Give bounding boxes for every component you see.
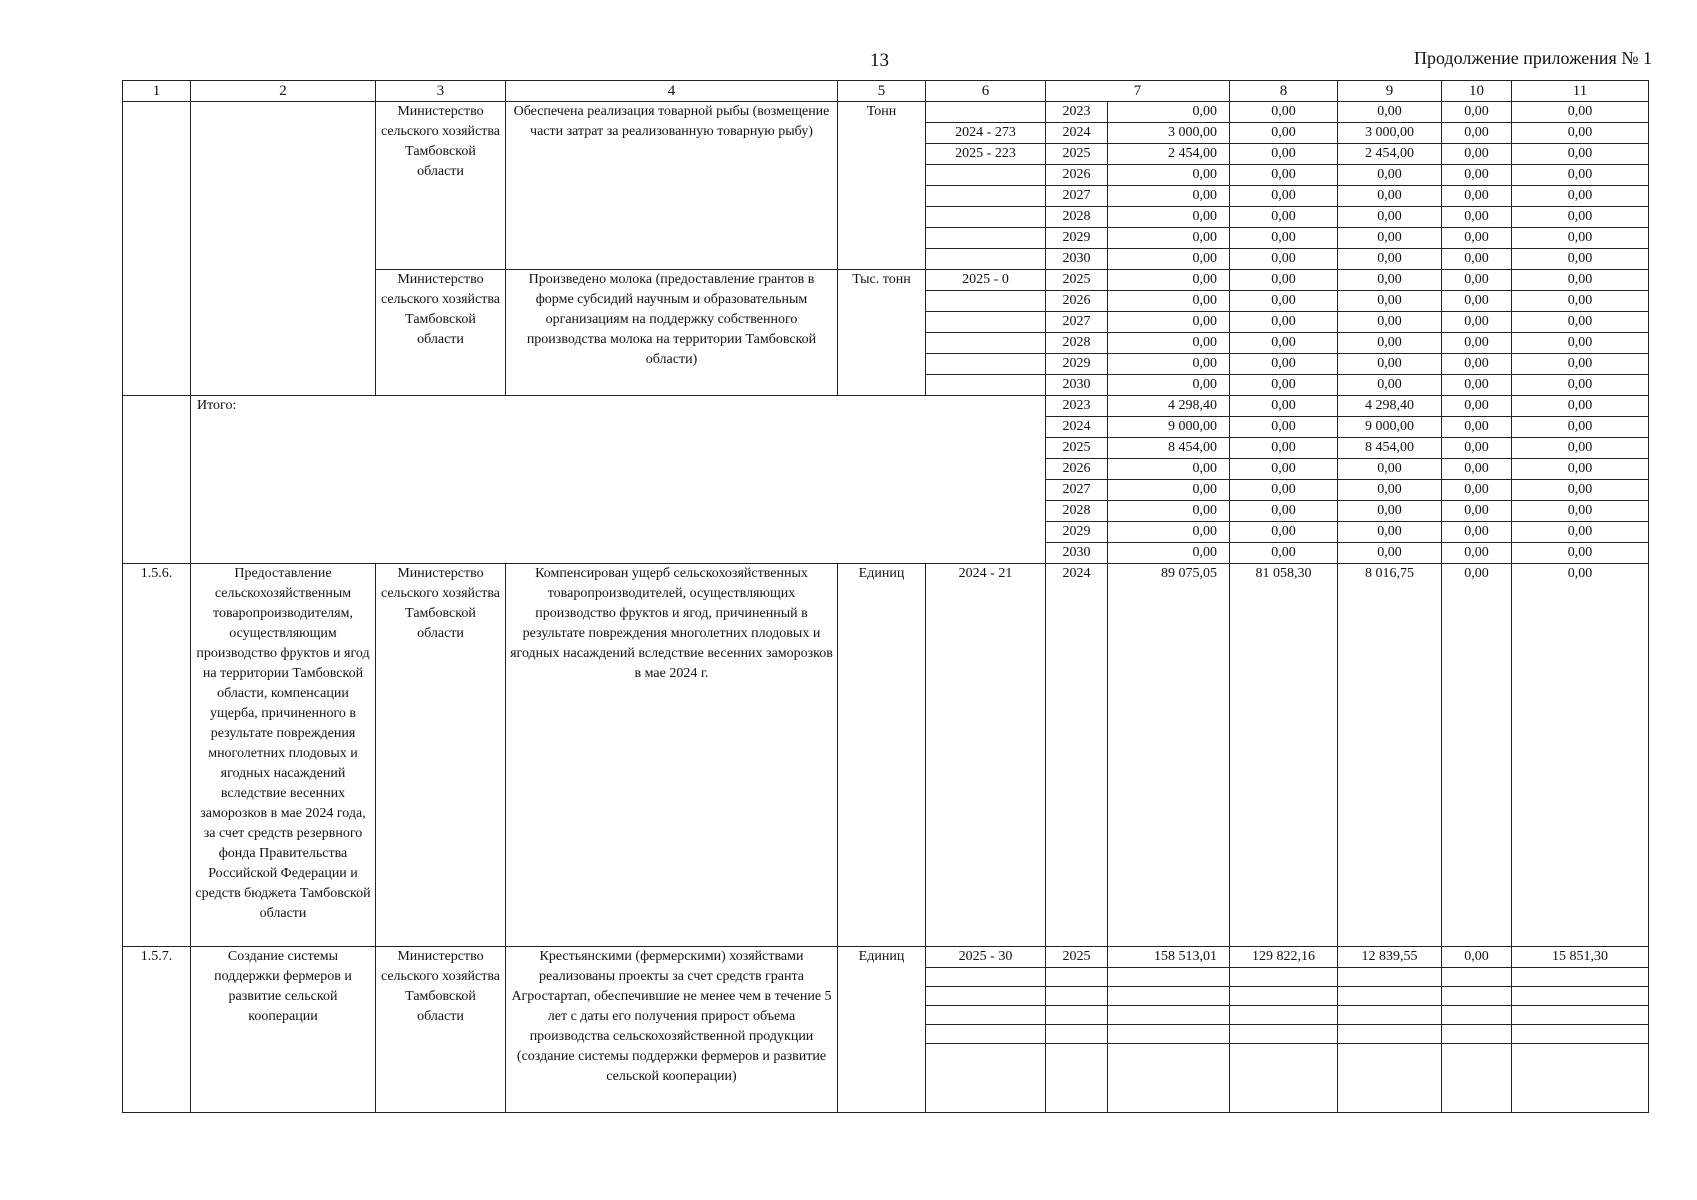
year-cell: 2028 (1046, 207, 1108, 228)
target-cell: 2025 - 223 (926, 144, 1046, 165)
empty-cell (926, 968, 1046, 987)
milk-unit: Тыс. тонн (838, 270, 926, 396)
local-cell: 0,00 (1442, 333, 1512, 354)
empty-cell (926, 1006, 1046, 1025)
total-cell: 0,00 (1108, 522, 1230, 543)
col-11-header: 11 (1512, 81, 1649, 102)
empty-cell (1230, 1044, 1338, 1113)
local-cell: 0,00 (1442, 480, 1512, 501)
regional-cell: 0,00 (1338, 354, 1442, 375)
total-cell: 0,00 (1108, 249, 1230, 270)
total-cell: 0,00 (1108, 480, 1230, 501)
ministry-cell: Министерство сельского хозяйства Тамбовской области (376, 564, 506, 947)
table-row (123, 564, 1649, 947)
total-cell: 0,00 (1108, 186, 1230, 207)
year-cell: 2026 (1046, 165, 1108, 186)
col-1-header: 1 (123, 81, 191, 102)
col-10-header: 10 (1442, 81, 1512, 102)
empty-cell (1046, 1006, 1108, 1025)
local-cell: 0,00 (1442, 543, 1512, 564)
regional-cell: 0,00 (1338, 249, 1442, 270)
extra-cell: 0,00 (1512, 207, 1649, 228)
target-cell: 2025 - 30 (926, 947, 1046, 968)
regional-cell: 0,00 (1338, 480, 1442, 501)
empty-cell (926, 1044, 1046, 1113)
target-cell (926, 207, 1046, 228)
program-table (122, 80, 1649, 1113)
regional-cell: 9 000,00 (1338, 417, 1442, 438)
item-description: Крестьянскими (фермерскими) хозяйствами реализованы проекты за счет средств гранта Агростартап, обеспечившие не менее чем в течение 5 лет с даты его получения прирост объема производства сельскохозяйственной продукции (создание системы поддержки фермеров и развитие сельской кооперации) (506, 947, 838, 1113)
item-title: Предоставление сельскохозяйственным товаропроизводителям, осуществляющим производство фруктов и ягод на территории Тамбовской области, компенсации ущерба, причиненного в результате повреждения многолетних плодовых и ягодных насаждений вследствие весенних заморозков в мае 2024 года, за счет средств резервного фонда Правительства Российской Федерации и средств бюджета Тамбовской области (191, 564, 376, 947)
extra-cell: 0,00 (1512, 354, 1649, 375)
ministry-cell: Министерство сельского хозяйства Тамбовской области (376, 947, 506, 1113)
extra-cell: 0,00 (1512, 186, 1649, 207)
local-cell: 0,00 (1442, 249, 1512, 270)
local-cell: 0,00 (1442, 270, 1512, 291)
col-6-header: 6 (926, 81, 1046, 102)
number-cell (123, 102, 191, 396)
federal-cell: 0,00 (1230, 291, 1338, 312)
year-cell: 2025 (1046, 947, 1108, 968)
empty-cell (1512, 968, 1649, 987)
column-number-row (123, 81, 1649, 102)
total-cell: 0,00 (1108, 207, 1230, 228)
local-cell: 0,00 (1442, 354, 1512, 375)
total-cell: 0,00 (1108, 165, 1230, 186)
empty-cell (1230, 968, 1338, 987)
year-cell: 2029 (1046, 228, 1108, 249)
extra-cell: 0,00 (1512, 396, 1649, 417)
extra-cell: 0,00 (1512, 123, 1649, 144)
appendix-label: Продолжение приложения № 1 (1413, 48, 1652, 68)
target-cell (926, 249, 1046, 270)
year-cell: 2028 (1046, 501, 1108, 522)
item-number: 1.5.7. (123, 947, 191, 1113)
empty-cell (1230, 1006, 1338, 1025)
local-cell: 0,00 (1442, 291, 1512, 312)
federal-cell: 0,00 (1230, 144, 1338, 165)
local-cell: 0,00 (1442, 459, 1512, 480)
empty-cell (1338, 987, 1442, 1006)
col-5-header: 5 (838, 81, 926, 102)
federal-cell: 0,00 (1230, 354, 1338, 375)
empty-cell (1512, 1006, 1649, 1025)
local-cell: 0,00 (1442, 438, 1512, 459)
empty-cell (1108, 1044, 1230, 1113)
total-cell: 3 000,00 (1108, 123, 1230, 144)
fish-unit: Тонн (838, 102, 926, 270)
federal-cell: 0,00 (1230, 249, 1338, 270)
target-cell (926, 186, 1046, 207)
federal-cell: 0,00 (1230, 123, 1338, 144)
empty-cell (1338, 1006, 1442, 1025)
federal-cell: 0,00 (1230, 375, 1338, 396)
empty-cell (1442, 1025, 1512, 1044)
regional-cell: 3 000,00 (1338, 123, 1442, 144)
total-label: Итого: (191, 396, 1046, 564)
empty-cell (1442, 987, 1512, 1006)
target-cell (926, 102, 1046, 123)
federal-cell: 0,00 (1230, 396, 1338, 417)
local-cell: 0,00 (1442, 207, 1512, 228)
year-cell: 2023 (1046, 102, 1108, 123)
year-cell: 2027 (1046, 312, 1108, 333)
empty-cell (926, 1025, 1046, 1044)
target-cell: 2024 - 21 (926, 564, 1046, 947)
regional-cell: 0,00 (1338, 186, 1442, 207)
item-title: Создание системы поддержки фермеров и развитие сельской кооперации (191, 947, 376, 1113)
target-cell (926, 333, 1046, 354)
total-cell: 4 298,40 (1108, 396, 1230, 417)
extra-cell: 0,00 (1512, 249, 1649, 270)
federal-cell: 0,00 (1230, 501, 1338, 522)
local-cell: 0,00 (1442, 501, 1512, 522)
extra-cell: 0,00 (1512, 564, 1649, 947)
regional-cell: 0,00 (1338, 228, 1442, 249)
empty-cell (1046, 1044, 1108, 1113)
local-cell: 0,00 (1442, 228, 1512, 249)
target-cell (926, 165, 1046, 186)
year-cell: 2025 (1046, 438, 1108, 459)
regional-cell: 0,00 (1338, 207, 1442, 228)
extra-cell: 0,00 (1512, 291, 1649, 312)
milk-description: Произведено молока (предоставление грантов в форме субсидий научным и образовательным организациям на поддержку собственного производства молока на территории Тамбовской области) (506, 270, 838, 396)
col-3-header: 3 (376, 81, 506, 102)
total-cell: 0,00 (1108, 333, 1230, 354)
extra-cell: 0,00 (1512, 270, 1649, 291)
local-cell: 0,00 (1442, 947, 1512, 968)
extra-cell: 0,00 (1512, 375, 1649, 396)
regional-cell: 2 454,00 (1338, 144, 1442, 165)
local-cell: 0,00 (1442, 123, 1512, 144)
federal-cell: 81 058,30 (1230, 564, 1338, 947)
local-cell: 0,00 (1442, 396, 1512, 417)
extra-cell: 0,00 (1512, 165, 1649, 186)
extra-cell: 0,00 (1512, 312, 1649, 333)
total-cell: 0,00 (1108, 291, 1230, 312)
federal-cell: 0,00 (1230, 186, 1338, 207)
extra-cell: 0,00 (1512, 459, 1649, 480)
regional-cell: 4 298,40 (1338, 396, 1442, 417)
empty-cell (1108, 1025, 1230, 1044)
target-cell: 2025 - 0 (926, 270, 1046, 291)
target-cell (926, 291, 1046, 312)
total-cell: 0,00 (1108, 375, 1230, 396)
year-cell: 2025 (1046, 270, 1108, 291)
item-number: 1.5.6. (123, 564, 191, 947)
table-row (123, 102, 1649, 123)
year-cell: 2024 (1046, 123, 1108, 144)
empty-cell (1230, 987, 1338, 1006)
target-cell (926, 354, 1046, 375)
regional-cell: 0,00 (1338, 459, 1442, 480)
empty-cell (1338, 968, 1442, 987)
federal-cell: 0,00 (1230, 165, 1338, 186)
total-cell: 2 454,00 (1108, 144, 1230, 165)
extra-cell: 15 851,30 (1512, 947, 1649, 968)
total-cell: 0,00 (1108, 459, 1230, 480)
regional-cell: 0,00 (1338, 543, 1442, 564)
local-cell: 0,00 (1442, 522, 1512, 543)
federal-cell: 0,00 (1230, 333, 1338, 354)
empty-cell (1442, 1006, 1512, 1025)
table-row (123, 396, 1649, 417)
unit-cell: Единиц (838, 564, 926, 947)
local-cell: 0,00 (1442, 165, 1512, 186)
fish-description: Обеспечена реализация товарной рыбы (возмещение части затрат за реализованную товарную рыбу) (506, 102, 838, 270)
empty-cell (1046, 987, 1108, 1006)
year-cell: 2026 (1046, 459, 1108, 480)
col-8-header: 8 (1230, 81, 1338, 102)
table-row (123, 947, 1649, 968)
empty-cell (1442, 968, 1512, 987)
federal-cell: 0,00 (1230, 522, 1338, 543)
col-7-header: 7 (1046, 81, 1230, 102)
target-cell (926, 375, 1046, 396)
number-cell (123, 396, 191, 564)
regional-cell: 0,00 (1338, 291, 1442, 312)
total-cell: 89 075,05 (1108, 564, 1230, 947)
extra-cell: 0,00 (1512, 102, 1649, 123)
regional-cell: 0,00 (1338, 270, 1442, 291)
year-cell: 2024 (1046, 417, 1108, 438)
empty-cell (1230, 1025, 1338, 1044)
local-cell: 0,00 (1442, 312, 1512, 333)
regional-cell: 0,00 (1338, 375, 1442, 396)
extra-cell: 0,00 (1512, 228, 1649, 249)
year-cell: 2027 (1046, 480, 1108, 501)
empty-cell (1046, 1025, 1108, 1044)
federal-cell: 0,00 (1230, 417, 1338, 438)
federal-cell: 0,00 (1230, 207, 1338, 228)
empty-cell (1512, 1025, 1649, 1044)
regional-cell: 0,00 (1338, 522, 1442, 543)
col-4-header: 4 (506, 81, 838, 102)
local-cell: 0,00 (1442, 144, 1512, 165)
empty-cell (1338, 1044, 1442, 1113)
col-2-header: 2 (191, 81, 376, 102)
extra-cell: 0,00 (1512, 522, 1649, 543)
ministry-cell: Министерство сельского хозяйства Тамбовской области (376, 102, 506, 270)
regional-cell: 0,00 (1338, 165, 1442, 186)
year-cell: 2028 (1046, 333, 1108, 354)
year-cell: 2024 (1046, 564, 1108, 947)
total-cell: 0,00 (1108, 354, 1230, 375)
regional-cell: 0,00 (1338, 333, 1442, 354)
year-cell: 2029 (1046, 354, 1108, 375)
federal-cell: 0,00 (1230, 102, 1338, 123)
year-cell: 2030 (1046, 375, 1108, 396)
target-cell (926, 312, 1046, 333)
total-cell: 0,00 (1108, 543, 1230, 564)
federal-cell: 0,00 (1230, 438, 1338, 459)
year-cell: 2029 (1046, 522, 1108, 543)
regional-cell: 0,00 (1338, 102, 1442, 123)
total-cell: 9 000,00 (1108, 417, 1230, 438)
year-cell: 2023 (1046, 396, 1108, 417)
empty-cell (1512, 1044, 1649, 1113)
empty-cell (1338, 1025, 1442, 1044)
federal-cell: 0,00 (1230, 228, 1338, 249)
year-cell: 2025 (1046, 144, 1108, 165)
year-cell: 2027 (1046, 186, 1108, 207)
federal-cell: 0,00 (1230, 480, 1338, 501)
empty-cell (1046, 968, 1108, 987)
empty-cell (926, 987, 1046, 1006)
year-cell: 2030 (1046, 543, 1108, 564)
regional-cell: 12 839,55 (1338, 947, 1442, 968)
target-cell (926, 228, 1046, 249)
regional-cell: 8 016,75 (1338, 564, 1442, 947)
ministry-cell: Министерство сельского хозяйства Тамбовской области (376, 270, 506, 396)
empty-cell (1108, 968, 1230, 987)
year-cell: 2026 (1046, 291, 1108, 312)
total-cell: 158 513,01 (1108, 947, 1230, 968)
item-description: Компенсирован ущерб сельскохозяйственных товаропроизводителей, осуществляющих производство фруктов и ягод, причиненный в результате повреждения многолетних плодовых и ягодных насаждений вследствие весенних заморозков в мае 2024 г. (506, 564, 838, 947)
col-9-header: 9 (1338, 81, 1442, 102)
local-cell: 0,00 (1442, 102, 1512, 123)
extra-cell: 0,00 (1512, 543, 1649, 564)
federal-cell: 0,00 (1230, 270, 1338, 291)
total-cell: 0,00 (1108, 102, 1230, 123)
total-cell: 0,00 (1108, 228, 1230, 249)
federal-cell: 0,00 (1230, 312, 1338, 333)
extra-cell: 0,00 (1512, 417, 1649, 438)
title-cell (191, 102, 376, 396)
extra-cell: 0,00 (1512, 438, 1649, 459)
extra-cell: 0,00 (1512, 333, 1649, 354)
federal-cell: 129 822,16 (1230, 947, 1338, 968)
total-cell: 0,00 (1108, 501, 1230, 522)
year-cell: 2030 (1046, 249, 1108, 270)
extra-cell: 0,00 (1512, 144, 1649, 165)
total-cell: 8 454,00 (1108, 438, 1230, 459)
regional-cell: 8 454,00 (1338, 438, 1442, 459)
unit-cell: Единиц (838, 947, 926, 1113)
regional-cell: 0,00 (1338, 501, 1442, 522)
empty-cell (1512, 987, 1649, 1006)
local-cell: 0,00 (1442, 375, 1512, 396)
extra-cell: 0,00 (1512, 501, 1649, 522)
federal-cell: 0,00 (1230, 459, 1338, 480)
local-cell: 0,00 (1442, 186, 1512, 207)
federal-cell: 0,00 (1230, 543, 1338, 564)
empty-cell (1108, 1006, 1230, 1025)
empty-cell (1442, 1044, 1512, 1113)
total-cell: 0,00 (1108, 312, 1230, 333)
empty-cell (1108, 987, 1230, 1006)
local-cell: 0,00 (1442, 564, 1512, 947)
extra-cell: 0,00 (1512, 480, 1649, 501)
total-cell: 0,00 (1108, 270, 1230, 291)
regional-cell: 0,00 (1338, 312, 1442, 333)
table-body (123, 102, 1649, 1113)
page-number: 13 (870, 50, 889, 71)
local-cell: 0,00 (1442, 417, 1512, 438)
target-cell: 2024 - 273 (926, 123, 1046, 144)
